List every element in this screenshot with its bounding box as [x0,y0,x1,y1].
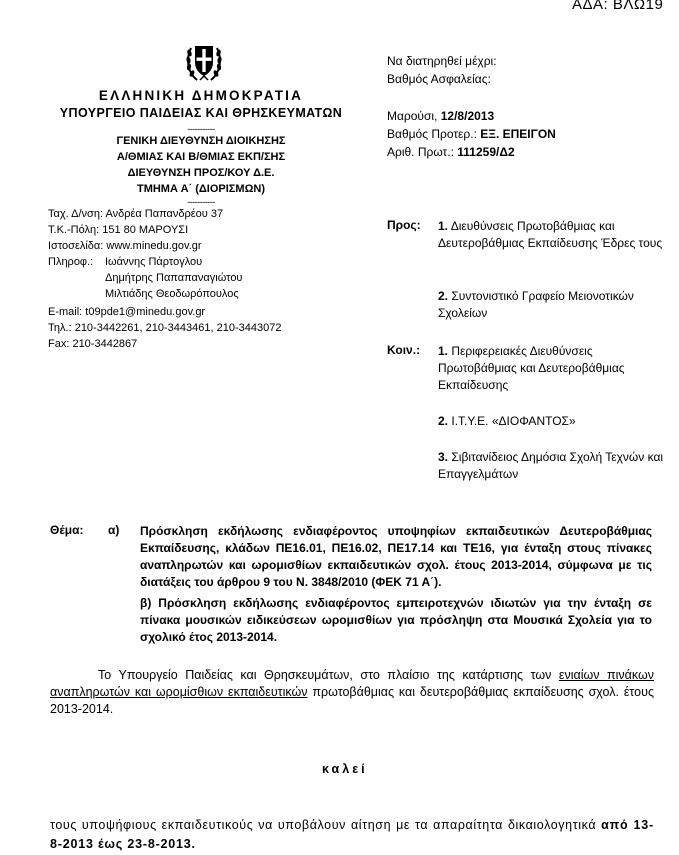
subject-b-text: β) Πρόσκληση εκδήλωσης ενδιαφέροντος εμπειροτεχνών ιδιωτών για την ένταξη σε πίνακα μουσικών ειδικεύσεων ωρομισθίων για πρόσληψη στα Μουσικά Σχολεία για το σχολικό έτος 2013-2014. [140,596,652,644]
place-label: Μαρούσι, [387,109,441,123]
contact-info-label: Πληροφ.: [48,256,94,268]
keep-until: Να διατηρηθεί μέχρι: [387,54,497,68]
contact-email: E-mail: t09pde1@minedu.gov.gr [48,306,206,318]
recipient-text: Διευθύνσεις Πρωτοβάθμιας και Δευτεροβάθμιας Εκπαίδευσης Έδρες τους [438,219,663,250]
protocol-number: 111259/Δ2 [457,145,515,159]
cc-number: 3. [438,450,449,464]
final-paragraph [50,816,654,854]
cc-text: Περιφερειακές Διευθύνσεις Πρωτοβάθμιας και Δευτεροβάθμιας Εκπαίδευσης [438,344,625,392]
department-line: ΔΙΕΥΘΥΝΣΗ ΠΡΟΣ/ΚΟΥ Δ.Ε. [127,167,275,179]
recipient-number: 2. [438,289,449,303]
call-heading: καλεί [322,762,368,776]
body-paragraph [50,667,654,718]
place-date [387,108,494,125]
contact-person: Ιωάννης Πάρτογλου [105,256,203,268]
contact-person: Μιλτιάδης Θεοδωρόπουλος [105,288,239,300]
greek-state-emblem-icon [185,40,223,84]
ministry-title: ΥΠΟΥΡΓΕΙΟ ΠΑΙΔΕΙΑΣ ΚΑΙ ΘΡΗΣΚΕΥΜΑΤΩΝ [59,106,343,120]
cc-item [438,449,668,483]
subject-a-text: Πρόσκληση εκδήλωσης ενδιαφέροντος υποψηφίων εκπαιδευτικών Δευτεροβάθμιας Εκπαίδευσης, κλάδων ΠΕ16.01, ΠΕ16.02, ΠΕ17.14 και ΤΕ16, για ένταξη στους πίνακες αναπληρωτών και ωρομισθίων εκπαιδευτικών σχολ. έτους 2013-2014, σύμφωνα με τις διατάξεις του άρθρου 9 του Ν. 3848/2010 (ΦΕΚ 71 Α΄). [140,524,652,589]
contact-postal: Τ.Κ.-Πόλη: 151 80 ΜΑΡΟΥΣΙ [48,224,189,236]
republic-title: ΕΛΛΗΝΙΚΗ ΔΗΜΟΚΡΑΤΙΑ [98,88,304,103]
recipient-item [438,218,668,252]
contact-phone: Τηλ.: 210-3442261, 210-3443461, 210-3443072 [48,322,282,334]
department-line: ΓΕΝΙΚΗ ΔΙΕΥΘΥΝΣΗ ΔΙΟΙΚΗΣΗΣ [116,135,286,147]
cc-text: Σιβιτανίδειος Δημόσια Σχολή Τεχνών και Επαγγελμάτων [438,450,664,481]
document-date: 12/8/2013 [440,109,495,123]
body-underlined-text: ενιαίων πινάκων αναπληρωτών και ωρομίσθιων εκπαιδευτικών [50,668,654,699]
cc-number: 2. [438,414,449,428]
cc-item [438,413,668,430]
body-text: Το Υπουργείο Παιδείας και Θρησκευμάτων, στο πλαίσιο της κατάρτισης των [98,668,559,682]
contact-person: Δημήτρης Παπαπαναγιώτου [105,272,243,284]
separator: ----------- [187,197,215,207]
cc-label: Κοιν.: [387,343,421,357]
separator: ----------- [187,124,215,134]
cc-text: Ι.Τ.Υ.Ε. «ΔΙΟΦΑΝΤΟΣ» [451,414,576,428]
cc-number: 1. [438,344,449,358]
to-label: Προς: [387,218,421,232]
protocol [387,144,515,161]
contact-fax: Fax: 210-3442867 [48,338,138,350]
priority-value: ΕΞ. ΕΠΕΙΓΟΝ [480,127,556,141]
recipient-item [438,288,668,322]
department-line: Α/ΘΜΙΑΣ ΚΑΙ Β/ΘΜΙΑΣ ΕΚΠ/ΣΗΣ [116,151,286,163]
security-level: Βαθμός Ασφαλείας: [387,72,491,86]
subject-label: Θέμα: [50,523,84,537]
cc-item [438,343,668,394]
protocol-label: Αριθ. Πρωτ.: [387,145,458,159]
contact-address: Ταχ. Δ/νση: Ανδρέα Παπανδρέου 37 [48,208,224,220]
department-line: ΤΜΗΜΑ Α΄ (ΔΙΟΡΙΣΜΩΝ) [136,183,265,195]
recipient-text: Συντονιστικό Γραφείο Μειονοτικών Σχολείων [438,289,634,320]
body-text: πρωτοβάθμιας και δευτεροβάθμιας εκπαίδευσης σχολ. έτους 2013-2014. [50,685,654,716]
subject-a-mark: α) [108,523,120,537]
contact-website: Ιστοσελίδα: www.minedu.gov.gr [48,240,202,252]
ada-code: ΑΔΑ: ΒΛΩ19 [572,0,664,13]
priority-label: Βαθμός Προτερ.: [387,127,481,141]
submission-period: από 13-8-2013 έως 23-8-2013. [50,818,655,851]
recipient-number: 1. [438,219,449,233]
priority [387,126,556,143]
final-text: τους υποψήφιους εκπαιδευτικούς να υποβάλουν αίτηση με τα απαραίτητα δικαιολογητικά [50,818,602,832]
